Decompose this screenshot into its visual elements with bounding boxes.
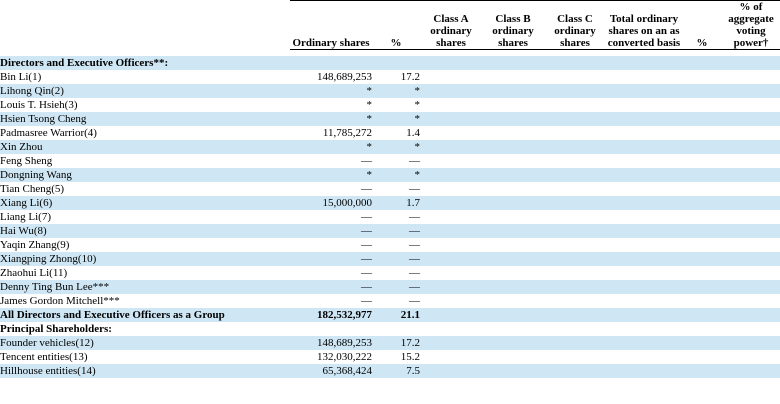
cell-ord: * (290, 140, 372, 154)
cell-ord: 148,689,253 (290, 336, 372, 350)
cell-b (482, 224, 544, 238)
cell-c (544, 56, 606, 70)
cell-pct2 (682, 294, 722, 308)
row-label: Tian Cheng(5) (0, 182, 290, 196)
cell-pct (372, 56, 420, 70)
table-header (0, 0, 780, 56)
table-row (0, 350, 780, 364)
col-header-voting-power: % of aggregate voting power† (722, 1, 780, 50)
cell-tot (606, 210, 682, 224)
cell-tot (606, 70, 682, 84)
cell-c (544, 336, 606, 350)
cell-b (482, 70, 544, 84)
cell-pct: — (372, 280, 420, 294)
cell-ord: 65,368,424 (290, 364, 372, 378)
row-label: Principal Shareholders: (0, 322, 290, 336)
cell-tot (606, 294, 682, 308)
cell-ord: — (290, 266, 372, 280)
col-header-class-a: Class A ordinary shares (420, 1, 482, 50)
cell-pct2 (682, 224, 722, 238)
cell-pct: — (372, 266, 420, 280)
table-body (0, 56, 780, 378)
row-label: Lihong Qin(2) (0, 84, 290, 98)
cell-vote (722, 154, 780, 168)
cell-tot (606, 322, 682, 336)
cell-pct: * (372, 84, 420, 98)
cell-pct: 1.4 (372, 126, 420, 140)
row-label: Xiangping Zhong(10) (0, 252, 290, 266)
col-header-total-as-converted: Total ordinary shares on an as converted basis (606, 1, 682, 50)
cell-b (482, 322, 544, 336)
cell-pct2 (682, 210, 722, 224)
cell-a (420, 112, 482, 126)
cell-pct: — (372, 154, 420, 168)
cell-a (420, 224, 482, 238)
cell-vote (722, 168, 780, 182)
cell-tot (606, 98, 682, 112)
cell-vote (722, 196, 780, 210)
cell-c (544, 350, 606, 364)
cell-pct: 1.7 (372, 196, 420, 210)
cell-c (544, 364, 606, 378)
cell-tot (606, 140, 682, 154)
cell-tot (606, 112, 682, 126)
cell-pct2 (682, 70, 722, 84)
cell-b (482, 336, 544, 350)
table-row (0, 182, 780, 196)
cell-ord: 15,000,000 (290, 196, 372, 210)
cell-b (482, 364, 544, 378)
cell-pct: — (372, 182, 420, 196)
row-label: Directors and Executive Officers**: (0, 56, 290, 70)
cell-a (420, 56, 482, 70)
cell-b (482, 350, 544, 364)
cell-pct2 (682, 322, 722, 336)
cell-b (482, 238, 544, 252)
table-row (0, 322, 780, 336)
cell-a (420, 140, 482, 154)
cell-vote (722, 224, 780, 238)
cell-b (482, 182, 544, 196)
cell-c (544, 126, 606, 140)
cell-ord: 182,532,977 (290, 308, 372, 322)
table-row (0, 308, 780, 322)
cell-vote (722, 210, 780, 224)
cell-pct: 21.1 (372, 308, 420, 322)
col-header-percent: % (372, 1, 420, 50)
cell-c (544, 308, 606, 322)
cell-pct2 (682, 126, 722, 140)
cell-pct2 (682, 308, 722, 322)
cell-b (482, 56, 544, 70)
cell-pct2 (682, 252, 722, 266)
table-row (0, 364, 780, 378)
cell-c (544, 154, 606, 168)
table-row (0, 196, 780, 210)
cell-c (544, 168, 606, 182)
row-label: Xiang Li(6) (0, 196, 290, 210)
cell-c (544, 322, 606, 336)
cell-pct: — (372, 294, 420, 308)
cell-c (544, 294, 606, 308)
cell-a (420, 70, 482, 84)
cell-pct2 (682, 238, 722, 252)
cell-ord: 11,785,272 (290, 126, 372, 140)
cell-a (420, 322, 482, 336)
cell-ord: * (290, 168, 372, 182)
cell-pct2 (682, 112, 722, 126)
cell-vote (722, 84, 780, 98)
cell-a (420, 294, 482, 308)
cell-a (420, 182, 482, 196)
cell-vote (722, 280, 780, 294)
cell-ord: * (290, 84, 372, 98)
cell-c (544, 112, 606, 126)
cell-a (420, 126, 482, 140)
cell-vote (722, 112, 780, 126)
cell-tot (606, 308, 682, 322)
row-label: Denny Ting Bun Lee*** (0, 280, 290, 294)
cell-b (482, 140, 544, 154)
cell-b (482, 210, 544, 224)
cell-b (482, 196, 544, 210)
cell-tot (606, 238, 682, 252)
cell-pct: * (372, 112, 420, 126)
cell-pct: — (372, 238, 420, 252)
cell-a (420, 154, 482, 168)
col-header-name (0, 1, 290, 50)
cell-pct2 (682, 98, 722, 112)
cell-tot (606, 154, 682, 168)
cell-a (420, 364, 482, 378)
row-label: Dongning Wang (0, 168, 290, 182)
cell-b (482, 266, 544, 280)
row-label: Louis T. Hsieh(3) (0, 98, 290, 112)
cell-pct2 (682, 364, 722, 378)
row-label: Tencent entities(13) (0, 350, 290, 364)
cell-c (544, 84, 606, 98)
cell-tot (606, 224, 682, 238)
row-label: Padmasree Warrior(4) (0, 126, 290, 140)
table-row (0, 70, 780, 84)
cell-pct2 (682, 336, 722, 350)
cell-a (420, 98, 482, 112)
cell-c (544, 266, 606, 280)
table-row (0, 84, 780, 98)
table-row (0, 98, 780, 112)
cell-pct2 (682, 182, 722, 196)
cell-vote (722, 182, 780, 196)
cell-b (482, 98, 544, 112)
row-label: Feng Sheng (0, 154, 290, 168)
cell-c (544, 210, 606, 224)
cell-ord (290, 322, 372, 336)
cell-b (482, 294, 544, 308)
cell-ord: 132,030,222 (290, 350, 372, 364)
table-row (0, 140, 780, 154)
cell-tot (606, 168, 682, 182)
cell-vote (722, 266, 780, 280)
col-header-ordinary-shares: Ordinary shares (290, 1, 372, 50)
cell-vote (722, 322, 780, 336)
cell-pct: * (372, 140, 420, 154)
cell-a (420, 350, 482, 364)
cell-tot (606, 84, 682, 98)
cell-vote (722, 140, 780, 154)
col-header-class-b: Class B ordinary shares (482, 1, 544, 50)
cell-pct2 (682, 350, 722, 364)
table-row (0, 238, 780, 252)
cell-tot (606, 182, 682, 196)
table-row (0, 126, 780, 140)
cell-c (544, 140, 606, 154)
cell-vote (722, 308, 780, 322)
table-row (0, 224, 780, 238)
table-row (0, 168, 780, 182)
cell-pct: — (372, 210, 420, 224)
cell-pct (372, 322, 420, 336)
cell-ord: * (290, 112, 372, 126)
col-header-class-c: Class C ordinary shares (544, 1, 606, 50)
cell-b (482, 308, 544, 322)
cell-c (544, 280, 606, 294)
row-label: Hillhouse entities(14) (0, 364, 290, 378)
cell-c (544, 238, 606, 252)
cell-tot (606, 56, 682, 70)
cell-vote (722, 126, 780, 140)
row-label: Yaqin Zhang(9) (0, 238, 290, 252)
cell-b (482, 112, 544, 126)
row-label: Hai Wu(8) (0, 224, 290, 238)
cell-ord: — (290, 238, 372, 252)
cell-ord: — (290, 280, 372, 294)
cell-pct: * (372, 98, 420, 112)
col-header-percent-2: % (682, 1, 722, 50)
cell-pct2 (682, 196, 722, 210)
cell-vote (722, 238, 780, 252)
cell-a (420, 196, 482, 210)
cell-vote (722, 56, 780, 70)
cell-a (420, 238, 482, 252)
cell-pct: 7.5 (372, 364, 420, 378)
cell-pct2 (682, 280, 722, 294)
cell-vote (722, 336, 780, 350)
cell-pct2 (682, 154, 722, 168)
cell-ord: — (290, 154, 372, 168)
cell-b (482, 280, 544, 294)
cell-a (420, 84, 482, 98)
cell-pct2 (682, 266, 722, 280)
table-row (0, 336, 780, 350)
cell-ord: — (290, 210, 372, 224)
cell-vote (722, 70, 780, 84)
cell-vote (722, 294, 780, 308)
table-row (0, 266, 780, 280)
cell-tot (606, 252, 682, 266)
cell-tot (606, 336, 682, 350)
row-label: James Gordon Mitchell*** (0, 294, 290, 308)
cell-tot (606, 350, 682, 364)
cell-b (482, 84, 544, 98)
cell-pct2 (682, 140, 722, 154)
cell-pct: 17.2 (372, 336, 420, 350)
row-label: Founder vehicles(12) (0, 336, 290, 350)
cell-a (420, 308, 482, 322)
cell-a (420, 336, 482, 350)
row-label: Xin Zhou (0, 140, 290, 154)
cell-c (544, 224, 606, 238)
table-row (0, 210, 780, 224)
cell-ord: — (290, 182, 372, 196)
cell-c (544, 252, 606, 266)
cell-b (482, 252, 544, 266)
cell-b (482, 154, 544, 168)
cell-c (544, 70, 606, 84)
cell-c (544, 182, 606, 196)
cell-vote (722, 364, 780, 378)
cell-pct: 17.2 (372, 70, 420, 84)
cell-pct: — (372, 252, 420, 266)
cell-b (482, 168, 544, 182)
row-label: Liang Li(7) (0, 210, 290, 224)
cell-tot (606, 196, 682, 210)
row-label: All Directors and Executive Officers as a Group (0, 308, 290, 322)
cell-c (544, 98, 606, 112)
table-row (0, 294, 780, 308)
cell-ord: 148,689,253 (290, 70, 372, 84)
cell-ord (290, 56, 372, 70)
table-row (0, 280, 780, 294)
table-row (0, 252, 780, 266)
cell-a (420, 266, 482, 280)
cell-pct: * (372, 168, 420, 182)
cell-a (420, 168, 482, 182)
cell-ord: — (290, 224, 372, 238)
cell-pct2 (682, 56, 722, 70)
cell-pct: 15.2 (372, 350, 420, 364)
table-row (0, 56, 780, 70)
row-label: Hsien Tsong Cheng (0, 112, 290, 126)
cell-vote (722, 350, 780, 364)
table-row (0, 154, 780, 168)
cell-tot (606, 266, 682, 280)
cell-a (420, 210, 482, 224)
cell-a (420, 280, 482, 294)
cell-pct2 (682, 168, 722, 182)
cell-pct2 (682, 84, 722, 98)
cell-ord: * (290, 98, 372, 112)
cell-ord: — (290, 294, 372, 308)
cell-vote (722, 98, 780, 112)
cell-tot (606, 126, 682, 140)
cell-ord: — (290, 252, 372, 266)
cell-b (482, 126, 544, 140)
cell-c (544, 196, 606, 210)
header-labels-row (0, 1, 780, 50)
table-row (0, 112, 780, 126)
row-label: Bin Li(1) (0, 70, 290, 84)
cell-vote (722, 252, 780, 266)
cell-a (420, 252, 482, 266)
cell-tot (606, 280, 682, 294)
cell-tot (606, 364, 682, 378)
row-label: Zhaohui Li(11) (0, 266, 290, 280)
cell-pct: — (372, 224, 420, 238)
